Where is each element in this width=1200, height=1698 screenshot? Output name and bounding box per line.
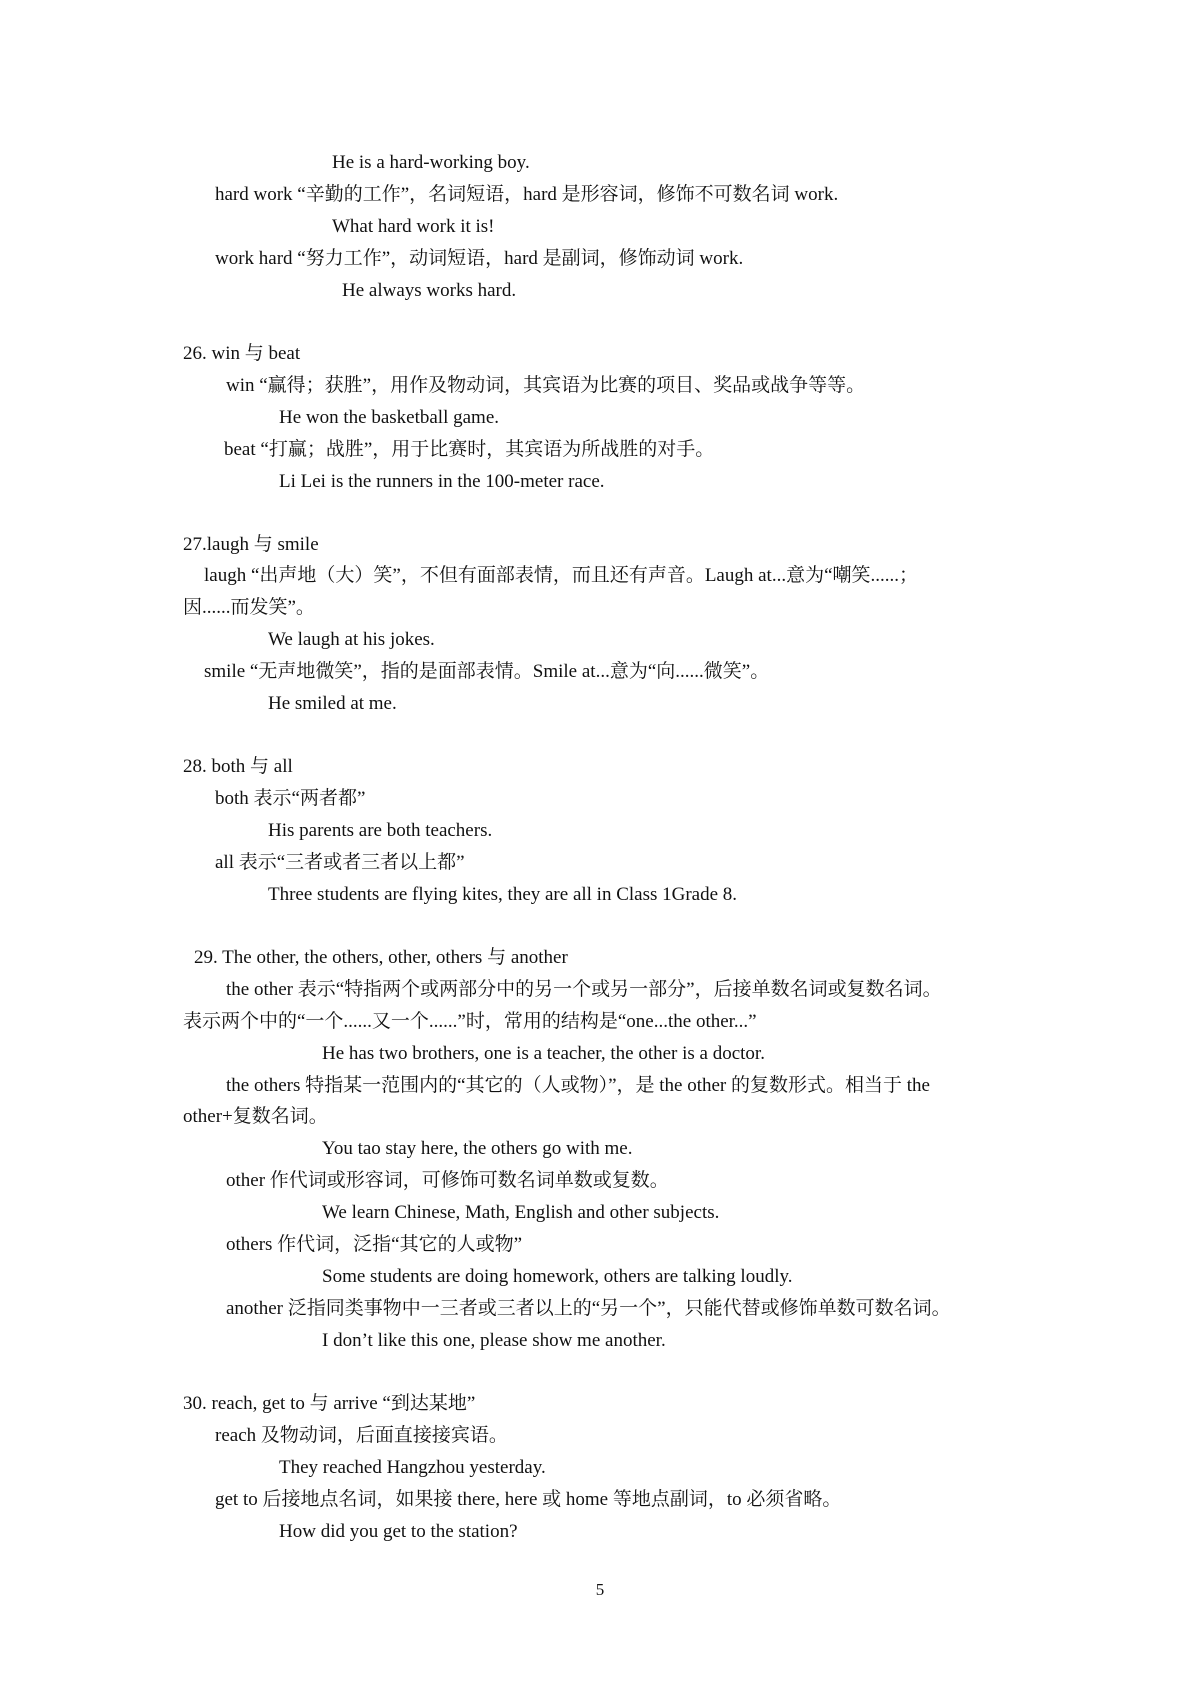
example-sentence: We learn Chinese, Math, English and other subjects. [322,1202,720,1223]
example-sentence: How did you get to the station? [279,1521,518,1542]
definition-line-cont: 因......而发笑”。 [183,597,315,618]
definition-line: all 表示“三者或者三者以上都” [215,852,465,873]
page-number: 5 [595,1580,605,1599]
section-heading-29: 29. The other, the others, other, others 与 another [194,947,568,968]
definition-line: both 表示“两者都” [215,788,366,809]
example-sentence: His parents are both teachers. [268,820,493,841]
example-sentence: We laugh at his jokes. [268,629,435,650]
definition-line: hard work “辛勤的工作”，名词短语，hard 是形容词，修饰不可数名词 work. [215,184,839,205]
definition-line: the others 特指某一范围内的“其它的（人或物）”，是 the other 的复数形式。相当于 the [226,1075,930,1096]
example-sentence: Some students are doing homework, others are talking loudly. [322,1266,793,1287]
example-sentence: He is a hard-working boy. [332,152,530,173]
example-sentence: They reached Hangzhou yesterday. [279,1457,546,1478]
example-sentence: He always works hard. [342,280,517,301]
definition-line: the other 表示“特指两个或两部分中的另一个或另一部分”，后接单数名词或复数名词。 [226,979,942,1000]
definition-line: get to 后接地点名词，如果接 there, here 或 home 等地点副词，to 必须省略。 [215,1489,842,1510]
section-heading-30: 30. reach, get to 与 arrive “到达某地” [183,1393,476,1414]
example-sentence: Li Lei is the runners in the 100-meter race. [279,471,605,492]
definition-line: work hard “努力工作”，动词短语，hard 是副词，修饰动词 work. [215,248,744,269]
section-heading-27: 27.laugh 与 smile [183,534,319,555]
definition-line: other 作代词或形容词，可修饰可数名词单数或复数。 [226,1170,669,1191]
definition-line: smile “无声地微笑”，指的是面部表情。Smile at...意为“向......微笑”。 [204,661,770,682]
section-heading-28: 28. both 与 all [183,756,293,777]
definition-line: beat “打赢；战胜”，用于比赛时，其宾语为所战胜的对手。 [224,439,715,460]
definition-line-cont: 表示两个中的“一个......又一个......”时，常用的结构是“one...the other...” [183,1011,757,1032]
definition-line: others 作代词，泛指“其它的人或物” [226,1234,523,1255]
definition-line-cont: other+复数名词。 [183,1106,328,1127]
section-heading-26: 26. win 与 beat [183,343,301,364]
example-sentence: He has two brothers, one is a teacher, the other is a doctor. [322,1043,765,1064]
example-sentence: He won the basketball game. [279,407,500,428]
definition-line: another 泛指同类事物中一三者或三者以上的“另一个”，只能代替或修饰单数可数名词。 [226,1298,951,1319]
example-sentence: He smiled at me. [268,693,397,714]
example-sentence: I don’t like this one, please show me another. [322,1330,666,1351]
example-sentence: Three students are flying kites, they are all in Class 1Grade 8. [268,884,738,905]
definition-line: win “赢得；获胜”，用作及物动词，其宾语为比赛的项目、奖品或战争等等。 [226,375,866,396]
example-sentence: What hard work it is! [332,216,495,237]
definition-line: laugh “出声地（大）笑”，不但有面部表情，而且还有声音。Laugh at...意为“嘲笑......； [204,565,919,586]
definition-line: reach 及物动词，后面直接接宾语。 [215,1425,508,1446]
example-sentence: You tao stay here, the others go with me. [322,1138,633,1159]
